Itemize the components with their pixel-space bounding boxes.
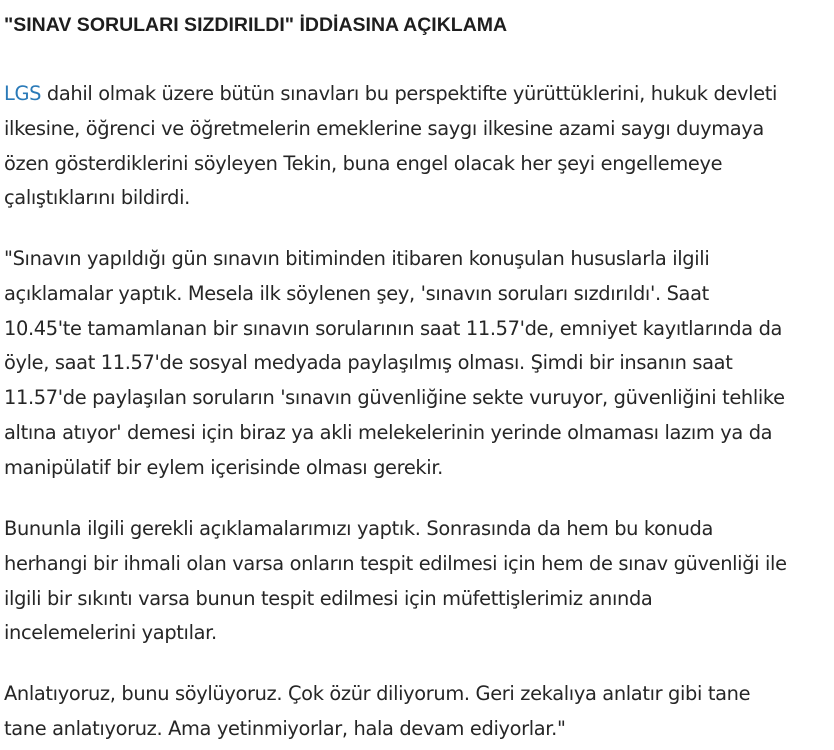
paragraph-line: özen gösterdiklerini söyleyen Tekin, buna engel olacak her şeyi engellemeye [4,151,723,175]
paragraph-line: 11.57'de paylaşılan soruların 'sınavın güvenliğine sekte vuruyor, güvenliğini tehlike [4,386,785,410]
paragraph-line: Anlatıyoruz, bunu söylüyoruz. Çok özür diliyorum. Geri zekalıya anlatır gibi tane [4,682,751,705]
paragraph-line [4,77,777,112]
article-paragraph-3 [4,512,787,651]
article-paragraph-4 [4,677,750,747]
paragraph-line: açıklamalar yaptık. Mesela ilk söylenen şey, 'sınavın soruları sızdırıldı'. Saat [4,281,709,305]
paragraph-line: çalıştıklarını bildirdi. [4,186,190,210]
paragraph-line: tane anlatıyoruz. Ama yetinmiyorlar, hala devam ediyorlar." [4,716,566,740]
article-paragraph-1 [4,77,777,216]
paragraph-line: herhangi bir ihmali olan varsa onların tespit edilmesi için hem de sınav güvenliği ile [4,551,787,575]
article-subheading: "SINAV SORULARI SIZDIRILDI" İDDİASINA AÇIKLAMA [4,14,508,36]
paragraph-line: öyle, saat 11.57'de sosyal medyada paylaşılmış olması. Şimdi bir insanın saat [4,351,733,375]
paragraph-line: ilkesine, öğrenci ve öğretmelerin emeklerine saygı ilkesine azami saygı duymaya [4,116,764,140]
article-paragraph-2 [4,242,785,486]
paragraph-line: altına atıyor' demesi için biraz ya akli melekelerinin yerinde olmaması lazım ya da [4,420,773,444]
line-text: dahil olmak üzere bütün sınavları bu perspektifte yürüttüklerini, hukuk devleti [41,82,778,105]
paragraph-line: incelemelerini yaptılar. [4,621,217,645]
paragraph-line: "Sınavın yapıldığı gün sınavın bitiminden itibaren konuşulan hususlarla ilgili [4,247,710,270]
paragraph-line: 10.45'te tamamlanan bir sınavın sorularının saat 11.57'de, emniyet kayıtlarında da [4,316,783,340]
paragraph-line: Bununla ilgili gerekli açıklamalarımızı yaptık. Sonrasında da hem bu konuda [4,517,713,540]
paragraph-line: manipülatif bir eylem içerisinde olması gerekir. [4,455,443,479]
paragraph-line: ilgili bir sıkıntı varsa bunun tespit edilmesi için müfettişlerimiz anında [4,586,653,610]
lgs-link[interactable]: LGS [4,82,42,105]
